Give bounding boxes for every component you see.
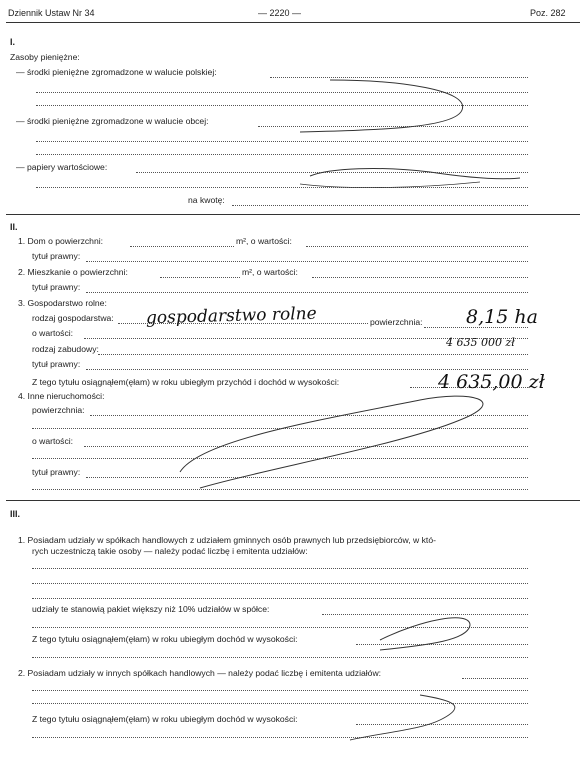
house-value-label: m², o wartości: — [236, 236, 292, 246]
section-iii-heading: III. — [10, 509, 21, 519]
amount-field[interactable] — [232, 205, 528, 206]
shares-q1-income-label: Z tego tytułu osiągnąłem(ęłam) w roku ubiegłym dochód w wysokości: — [32, 634, 298, 644]
stake-line[interactable] — [32, 627, 528, 628]
other-property-label: 4. Inne nieruchomości: — [18, 391, 105, 401]
house-area-field[interactable] — [130, 246, 234, 247]
foreign-field-line[interactable] — [36, 141, 528, 142]
position-number: Poz. 282 — [530, 8, 566, 18]
other-area-label: powierzchnia: — [32, 405, 85, 415]
shares-q2-income-field[interactable] — [356, 724, 528, 725]
section-rule — [6, 500, 580, 501]
farm-buildings-field[interactable] — [98, 354, 528, 355]
section-ii-heading: II. — [10, 222, 18, 232]
pln-field[interactable] — [270, 77, 528, 78]
shares-q1-line[interactable] — [32, 568, 528, 569]
farm-value-label: o wartości: — [32, 328, 74, 338]
other-title-line[interactable] — [32, 489, 528, 490]
shares-q2-income-label: Z tego tytułu osiągnąłem(ęłam) w roku ubiegłym dochód w wysokości: — [32, 714, 298, 724]
shares-q2-line[interactable] — [32, 703, 528, 704]
shares-q1-line[interactable] — [32, 583, 528, 584]
securities-field[interactable] — [136, 172, 528, 173]
stake-label: udziały te stanowią pakiet większy niż 10% udziałów w spółce: — [32, 604, 270, 614]
securities-label: — papiery wartościowe: — [16, 162, 108, 172]
shares-q1-income-field[interactable] — [356, 644, 528, 645]
shares-q2-income-line[interactable] — [32, 737, 528, 738]
farm-type-label: rodzaj gospodarstwa: — [32, 313, 114, 323]
farm-income-label: Z tego tytułu osiągnąłem(ęłam) w roku ubiegłym przychód i dochód w wysokości: — [32, 377, 340, 387]
other-value-field[interactable] — [84, 446, 528, 447]
pln-field-line[interactable] — [36, 105, 528, 106]
securities-field-line[interactable] — [36, 187, 528, 188]
farm-title-field[interactable] — [86, 369, 528, 370]
shares-q1-line2: rych uczestniczą takie osoby — należy podać liczbę i emitenta udziałów: — [32, 546, 308, 556]
handwritten-farm-value: 4 635 000 zł — [446, 336, 515, 349]
shares-q2-label: 2. Posiadam udziały w innych spółkach handlowych — należy podać liczbę i emitenta udziałów: — [18, 668, 382, 678]
flat-value-field[interactable] — [312, 277, 528, 278]
foreign-field-line[interactable] — [36, 154, 528, 155]
shares-q1-line[interactable] — [32, 598, 528, 599]
other-title-field[interactable] — [86, 477, 528, 478]
house-value-field[interactable] — [306, 246, 528, 247]
farm-label: 3. Gospodarstwo rolne: — [18, 298, 107, 308]
handwritten-farm-area: 8,15 ha — [466, 306, 538, 328]
farm-buildings-label: rodzaj zabudowy: — [32, 344, 99, 354]
house-title-label: tytuł prawny: — [32, 251, 81, 261]
journal-title: Dziennik Ustaw Nr 34 — [8, 8, 95, 18]
handwritten-farm-type: gospodarstwo rolne — [145, 303, 317, 329]
pln-label: — środki pieniężne zgromadzone w walucie polskiej: — [16, 67, 217, 77]
handwritten-income: 4 635,00 zł — [438, 371, 545, 393]
other-title-label: tytuł prawny: — [32, 467, 81, 477]
shares-q2-line[interactable] — [32, 690, 528, 691]
other-area-line[interactable] — [32, 428, 528, 429]
flat-title-label: tytuł prawny: — [32, 282, 81, 292]
pln-field-line[interactable] — [36, 92, 528, 93]
shares-q1-income-line[interactable] — [32, 657, 528, 658]
stake-field[interactable] — [322, 614, 528, 615]
other-value-label: o wartości: — [32, 436, 74, 446]
cash-heading: Zasoby pieniężne: — [10, 52, 80, 62]
section-rule — [6, 214, 580, 215]
shares-q2-field[interactable] — [462, 678, 528, 679]
flat-area-field[interactable] — [160, 277, 240, 278]
house-title-field[interactable] — [86, 261, 528, 262]
page-number: — 2220 — — [258, 8, 302, 18]
flat-title-field[interactable] — [86, 292, 528, 293]
foreign-field[interactable] — [258, 126, 528, 127]
foreign-label: — środki pieniężne zgromadzone w walucie obcej: — [16, 116, 209, 126]
header-rule — [6, 22, 580, 23]
section-i-heading: I. — [10, 37, 16, 47]
other-value-line[interactable] — [32, 458, 528, 459]
amount-label: na kwotę: — [188, 195, 225, 205]
shares-q1-line1: 1. Posiadam udziały w spółkach handlowych z udziałem gminnych osób prawnych lub przedsiębiorców, w któ- — [18, 535, 436, 545]
flat-label: 2. Mieszkanie o powierzchni: — [18, 267, 128, 277]
flat-value-label: m², o wartości: — [242, 267, 298, 277]
house-label: 1. Dom o powierzchni: — [18, 236, 104, 246]
other-area-field[interactable] — [90, 415, 528, 416]
farm-title-label: tytuł prawny: — [32, 359, 81, 369]
farm-area-label: powierzchnia: — [370, 317, 423, 327]
